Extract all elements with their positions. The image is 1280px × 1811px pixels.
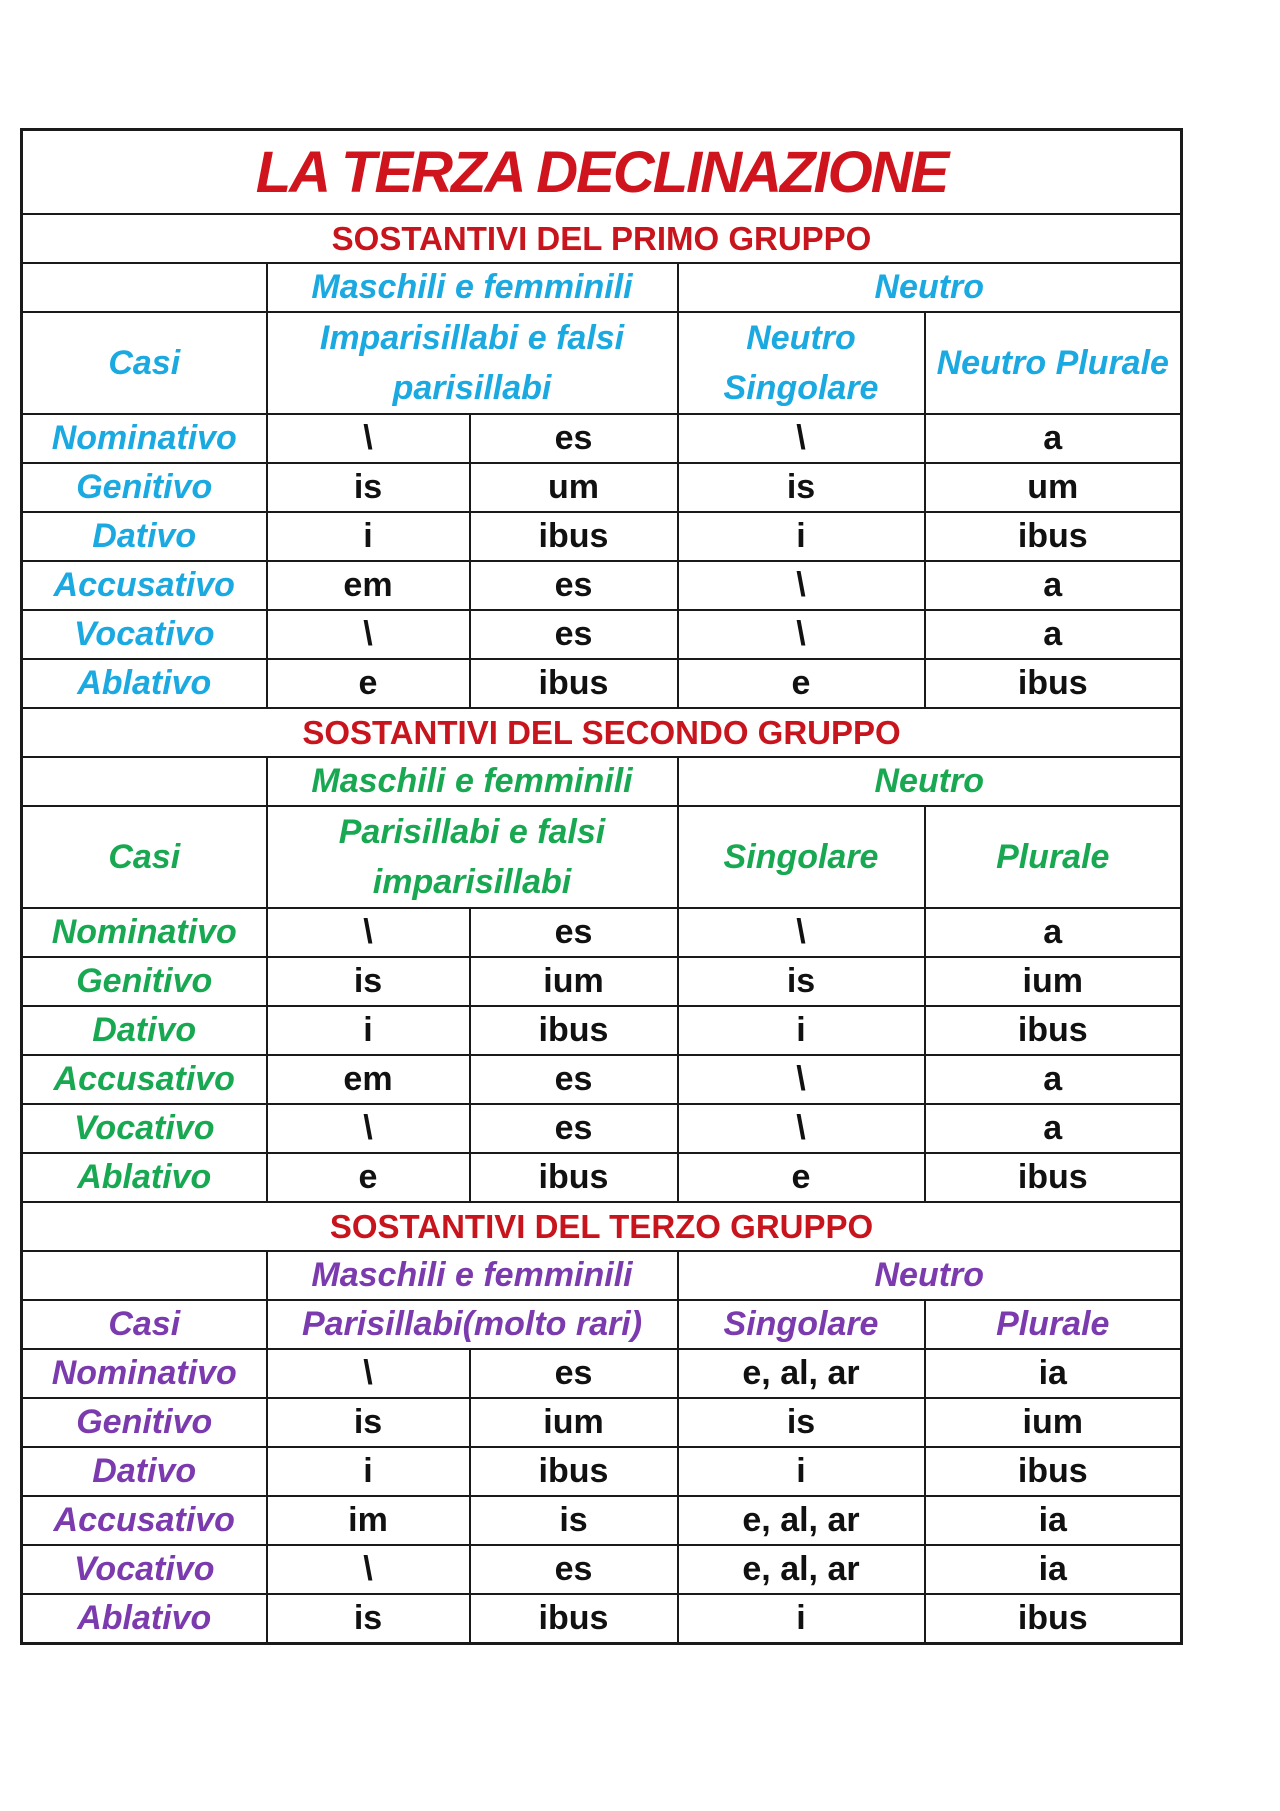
- group-2-mf-sub: Parisillabi e falsi imparisillabi: [267, 806, 678, 908]
- ending-cell: \: [678, 1055, 925, 1104]
- table-row: [22, 1594, 1182, 1644]
- ending-cell: ibus: [925, 512, 1182, 561]
- ending-cell: is: [267, 957, 470, 1006]
- ending-cell: ibus: [925, 1006, 1182, 1055]
- ending-cell: \: [678, 610, 925, 659]
- group-2-subheader-row: [22, 806, 1182, 908]
- case-label: Nominativo: [22, 1349, 267, 1398]
- table-row: [22, 1447, 1182, 1496]
- table-row: [22, 1006, 1182, 1055]
- ending-cell: i: [678, 1447, 925, 1496]
- case-label: Dativo: [22, 1447, 267, 1496]
- ending-cell: ibus: [470, 1594, 678, 1644]
- ending-cell: is: [267, 1594, 470, 1644]
- title-row: [22, 130, 1182, 215]
- ending-cell: i: [678, 512, 925, 561]
- ending-cell: is: [267, 1398, 470, 1447]
- group-1-sing-label: Neutro Singolare: [678, 312, 925, 414]
- case-label: Dativo: [22, 1006, 267, 1055]
- ending-cell: a: [925, 908, 1182, 957]
- ending-cell: ia: [925, 1496, 1182, 1545]
- empty-cell: [22, 1251, 267, 1300]
- ending-cell: es: [470, 1349, 678, 1398]
- ending-cell: i: [267, 1447, 470, 1496]
- group-3-gender-row: [22, 1251, 1182, 1300]
- ending-cell: es: [470, 610, 678, 659]
- page-title: LA TERZA DECLINAZIONE: [22, 130, 1182, 215]
- ending-cell: es: [470, 561, 678, 610]
- group-3-heading-row: [22, 1202, 1182, 1251]
- group-2-plur-label: Plurale: [925, 806, 1182, 908]
- ending-cell: \: [678, 908, 925, 957]
- ending-cell: es: [470, 908, 678, 957]
- group-3-heading: SOSTANTIVI DEL TERZO GRUPPO: [22, 1202, 1182, 1251]
- ending-cell: i: [678, 1594, 925, 1644]
- ending-cell: \: [267, 610, 470, 659]
- case-label: Accusativo: [22, 1496, 267, 1545]
- ending-cell: es: [470, 414, 678, 463]
- ending-cell: ibus: [470, 1006, 678, 1055]
- ending-cell: a: [925, 610, 1182, 659]
- case-label: Ablativo: [22, 659, 267, 708]
- ending-cell: is: [678, 957, 925, 1006]
- ending-cell: \: [678, 561, 925, 610]
- group-2-casi-label: Casi: [22, 806, 267, 908]
- group-1-plur-label: Neutro Plurale: [925, 312, 1182, 414]
- group-3-mf-label: Maschili e femminili: [267, 1251, 678, 1300]
- ending-cell: \: [678, 414, 925, 463]
- ending-cell: ibus: [925, 1594, 1182, 1644]
- group-2-gender-row: [22, 757, 1182, 806]
- case-label: Dativo: [22, 512, 267, 561]
- group-2-heading: SOSTANTIVI DEL SECONDO GRUPPO: [22, 708, 1182, 757]
- table-row: [22, 561, 1182, 610]
- declension-sheet: [20, 128, 1180, 1645]
- table-row: [22, 463, 1182, 512]
- table-row: [22, 659, 1182, 708]
- group-1-neutro-label: Neutro: [678, 263, 1182, 312]
- ending-cell: ium: [470, 957, 678, 1006]
- ending-cell: e: [678, 659, 925, 708]
- ending-cell: e: [678, 1153, 925, 1202]
- group-3-subheader-row: [22, 1300, 1182, 1349]
- ending-cell: a: [925, 1104, 1182, 1153]
- case-label: Vocativo: [22, 1545, 267, 1594]
- ending-cell: \: [267, 1349, 470, 1398]
- group-1-casi-label: Casi: [22, 312, 267, 414]
- group-3-neutro-label: Neutro: [678, 1251, 1182, 1300]
- case-label: Nominativo: [22, 414, 267, 463]
- table-row: [22, 1153, 1182, 1202]
- ending-cell: es: [470, 1545, 678, 1594]
- case-label: Accusativo: [22, 1055, 267, 1104]
- ending-cell: ibus: [925, 659, 1182, 708]
- table-row: [22, 1055, 1182, 1104]
- ending-cell: e: [267, 1153, 470, 1202]
- table-row: [22, 1349, 1182, 1398]
- ending-cell: ia: [925, 1349, 1182, 1398]
- ending-cell: e, al, ar: [678, 1496, 925, 1545]
- case-label: Vocativo: [22, 1104, 267, 1153]
- group-1-mf-label: Maschili e femminili: [267, 263, 678, 312]
- case-label: Vocativo: [22, 610, 267, 659]
- group-1-mf-sub: Imparisillabi e falsi parisillabi: [267, 312, 678, 414]
- group-3-casi-label: Casi: [22, 1300, 267, 1349]
- table-row: [22, 610, 1182, 659]
- ending-cell: \: [267, 1104, 470, 1153]
- case-label: Genitivo: [22, 957, 267, 1006]
- ending-cell: em: [267, 561, 470, 610]
- ending-cell: is: [267, 463, 470, 512]
- ending-cell: \: [267, 414, 470, 463]
- group-1-gender-row: [22, 263, 1182, 312]
- ending-cell: a: [925, 414, 1182, 463]
- table-row: [22, 957, 1182, 1006]
- case-label: Ablativo: [22, 1153, 267, 1202]
- ending-cell: a: [925, 561, 1182, 610]
- ending-cell: i: [678, 1006, 925, 1055]
- case-label: Genitivo: [22, 463, 267, 512]
- ending-cell: is: [470, 1496, 678, 1545]
- group-3-mf-sub: Parisillabi(molto rari): [267, 1300, 678, 1349]
- ending-cell: ium: [925, 957, 1182, 1006]
- group-1-subheader-row: [22, 312, 1182, 414]
- table-row: [22, 1545, 1182, 1594]
- ending-cell: i: [267, 1006, 470, 1055]
- ending-cell: ibus: [470, 512, 678, 561]
- ending-cell: i: [267, 512, 470, 561]
- group-2-neutro-label: Neutro: [678, 757, 1182, 806]
- group-2-heading-row: [22, 708, 1182, 757]
- ending-cell: is: [678, 463, 925, 512]
- ending-cell: um: [925, 463, 1182, 512]
- case-label: Ablativo: [22, 1594, 267, 1644]
- table-row: [22, 908, 1182, 957]
- ending-cell: e, al, ar: [678, 1349, 925, 1398]
- ending-cell: es: [470, 1055, 678, 1104]
- ending-cell: \: [678, 1104, 925, 1153]
- table-row: [22, 1496, 1182, 1545]
- table-row: [22, 1104, 1182, 1153]
- ending-cell: im: [267, 1496, 470, 1545]
- group-1-heading: SOSTANTIVI DEL PRIMO GRUPPO: [22, 214, 1182, 263]
- ending-cell: ibus: [925, 1153, 1182, 1202]
- ending-cell: ia: [925, 1545, 1182, 1594]
- case-label: Accusativo: [22, 561, 267, 610]
- ending-cell: ibus: [470, 659, 678, 708]
- table-row: [22, 1398, 1182, 1447]
- ending-cell: \: [267, 1545, 470, 1594]
- ending-cell: is: [678, 1398, 925, 1447]
- ending-cell: ibus: [470, 1447, 678, 1496]
- group-3-sing-label: Singolare: [678, 1300, 925, 1349]
- ending-cell: ium: [470, 1398, 678, 1447]
- group-3-plur-label: Plurale: [925, 1300, 1182, 1349]
- ending-cell: e: [267, 659, 470, 708]
- case-label: Genitivo: [22, 1398, 267, 1447]
- ending-cell: ibus: [470, 1153, 678, 1202]
- ending-cell: ibus: [925, 1447, 1182, 1496]
- case-label: Nominativo: [22, 908, 267, 957]
- group-2-mf-label: Maschili e femminili: [267, 757, 678, 806]
- ending-cell: em: [267, 1055, 470, 1104]
- empty-cell: [22, 757, 267, 806]
- group-1-heading-row: [22, 214, 1182, 263]
- ending-cell: um: [470, 463, 678, 512]
- group-2-sing-label: Singolare: [678, 806, 925, 908]
- table-row: [22, 414, 1182, 463]
- table-row: [22, 512, 1182, 561]
- ending-cell: e, al, ar: [678, 1545, 925, 1594]
- ending-cell: a: [925, 1055, 1182, 1104]
- declension-table: [20, 128, 1183, 1645]
- ending-cell: es: [470, 1104, 678, 1153]
- empty-cell: [22, 263, 267, 312]
- ending-cell: ium: [925, 1398, 1182, 1447]
- ending-cell: \: [267, 908, 470, 957]
